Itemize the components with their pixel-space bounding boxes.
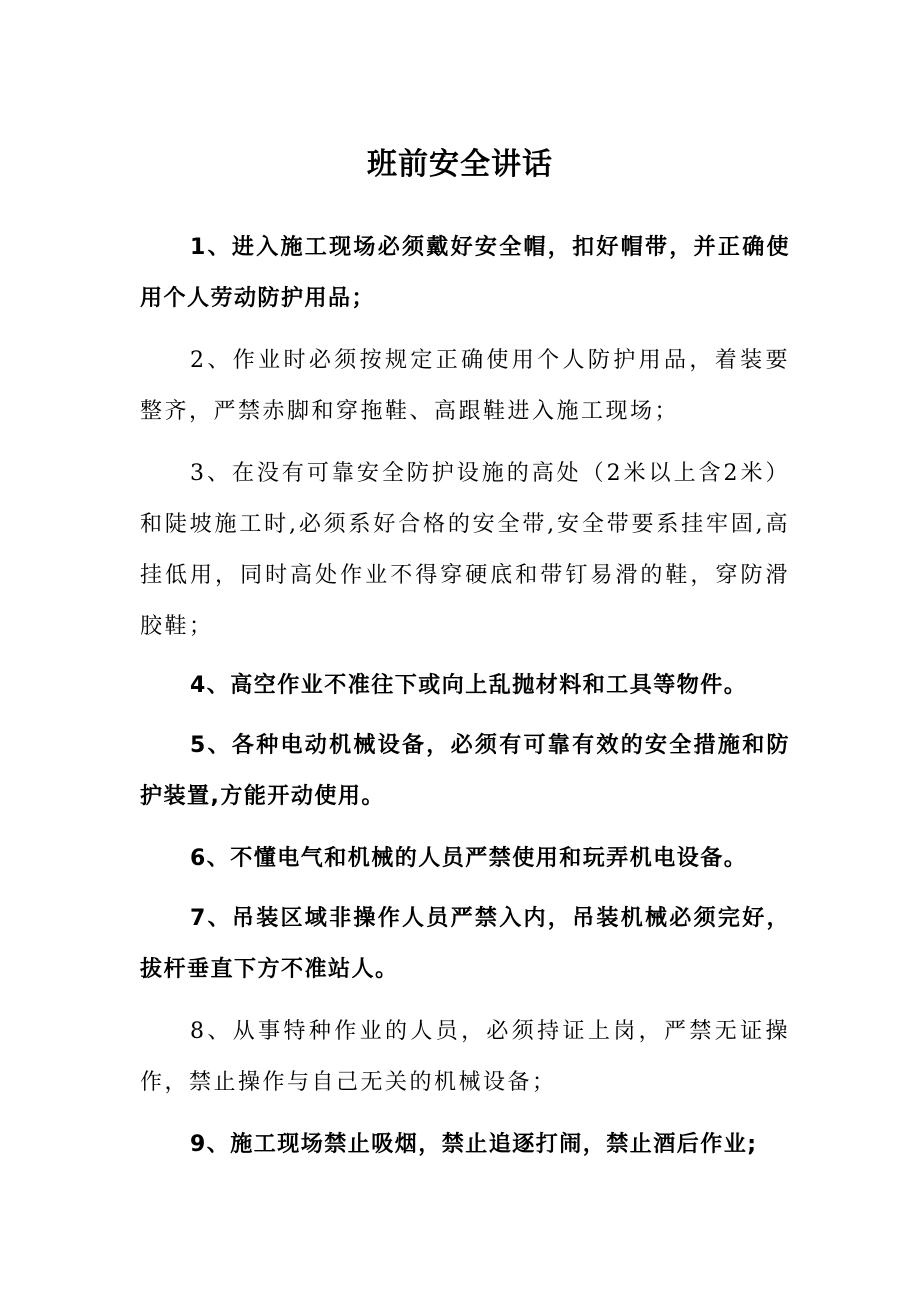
safety-rule-2: 2、作业时必须按规定正确使用个人防护用品，着装要整齐，严禁赤脚和穿拖鞋、高跟鞋进入施工现场； (140, 348, 790, 424)
safety-rule-7: 7、吊装区域非操作人员严禁入内，吊装机械必须完好，拔杆垂直下方不准站人。 (140, 906, 790, 982)
page-title: 班前安全讲话 (367, 147, 553, 182)
safety-rule-8: 8、从事特种作业的人员，必须持证上岗，严禁无证操作，禁止操作与自己无关的机械设备； (140, 1019, 790, 1095)
safety-rule-4: 4、高空作业不准往下或向上乱抛材料和工具等物件。 (190, 673, 748, 698)
safety-rule-5: 5、各种电动机械设备，必须有可靠有效的安全措施和防护装置,方能开动使用。 (140, 733, 790, 809)
safety-rule-6: 6、不懂电气和机械的人员严禁使用和玩弄机电设备。 (190, 846, 748, 871)
safety-rule-1: 1、进入施工现场必须戴好安全帽，扣好帽带，并正确使用个人劳动防护用品； (140, 235, 790, 311)
safety-rule-9: 9、施工现场禁止吸烟，禁止追逐打闹，禁止酒后作业; (190, 1132, 758, 1157)
safety-rule-3: 3、在没有可靠安全防护设施的高处（2米以上含2米）和陡坡施工时,必须系好合格的安全带,安全带要系挂牢固,高挂低用，同时高处作业不得穿硬底和带钉易滑的鞋，穿防滑胶鞋； (140, 461, 790, 639)
